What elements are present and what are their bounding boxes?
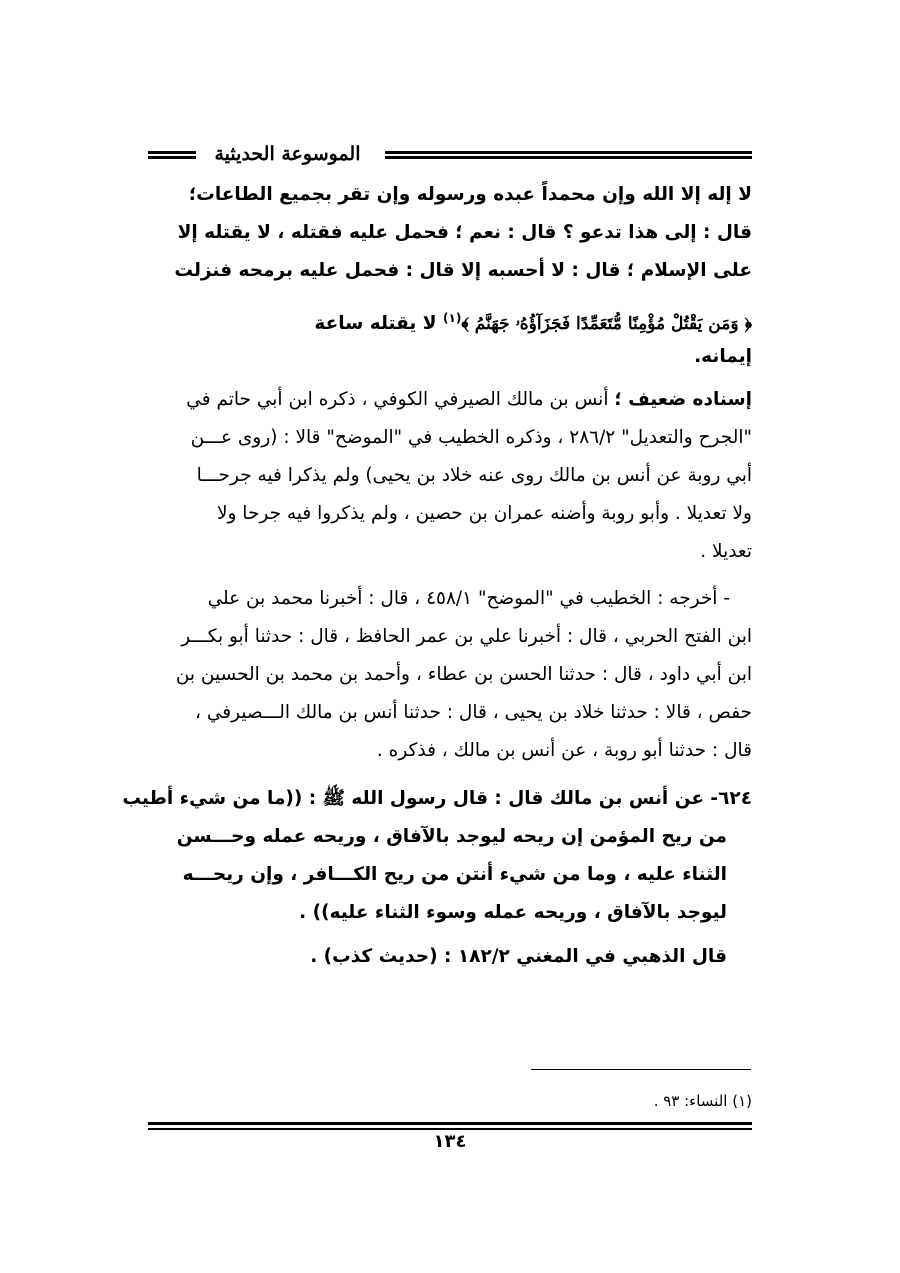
commentary-p2-line-3: ابن أبي داود ، قال : حدثنا الحسن بن عطاء ، وأحمد بن محمد بن الحسين بن: [175, 664, 752, 685]
hadith-623-line-4: [147, 301, 752, 341]
commentary-p1-line-4: ولا تعديلا . وأبو روبة وأضنه عمران بن حصين ، ولم يذكروا فيه جرحا ولا: [216, 503, 752, 524]
hadith-624-line-3: [147, 858, 752, 892]
isnad-grade: إسناده ضعيف ؛: [614, 389, 752, 410]
hadith-623-line-2: قال : إلى هذا تدعو ؟ قال : نعم ؛ فحمل عليه فقتله ، لا يقتله إلا: [177, 222, 752, 243]
commentary-p1-line-3: أبي روبة عن أنس بن مالك روى عنه خلاد بن يحيى) ولم يذكرا فيه جرحـــا: [196, 465, 752, 486]
hadith-624-line-2-text: من ريح المؤمن إن ريحه ليوجد بالآفاق ، وريحه عمله وحـــسن: [176, 826, 727, 847]
commentary-p1-line-1-text: أنس بن مالك الصيرفي الكوفي ، ذكره ابن أبي حاتم في: [186, 389, 609, 410]
hadith-624-line-4-text: ليوجد بالآفاق ، وريحه عمله وسوء الثناء عليه)) .: [299, 902, 727, 923]
hadith-624-line-1: ٦٢٤- عن أنس بن مالك قال : قال رسول الله ﷺ : ((ما من شيء أطيب: [122, 788, 752, 809]
commentary-p2-line-4: حفص ، قالا : حدثنا خلاد بن يحيى ، قال : حدثنا أنس بن مالك الـــصيرفي ،: [195, 702, 752, 723]
header-rule-left-bottom: [148, 156, 196, 159]
commentary-p2-line-1: - أخرجه : الخطيب في "الموضح" ٤٥٨/١ ، قال : أخبرنا محمد بن علي: [207, 588, 730, 609]
header-rule-right-top: [385, 151, 752, 154]
hadith-624-line-2: [176, 820, 752, 854]
footnote-separator: [531, 1069, 751, 1070]
running-header-title: الموسوعة الحديثية: [214, 143, 361, 165]
footer-rule-thick: [148, 1122, 752, 1125]
dhahabi-verdict: قال الذهبي في المغني ١٨٢/٢ : (حديث كذب) .: [310, 946, 727, 967]
hadith-623-line-4-rest: لا يقتله ساعة: [314, 313, 437, 335]
hadith-623-line-1: لا إله إلا الله وإن محمداً عبده ورسوله وإن تقر بجميع الطاعات؛: [188, 184, 752, 205]
footnote-1: (١) النساء: ٩٣ .: [653, 1092, 752, 1110]
hadith-623-line-5: إيمانه.: [694, 346, 752, 367]
hadith-624-line-3-text: الثناء عليه ، وما من شيء أنتن من ريح الكـــافر ، وإن ريحـــه: [182, 864, 727, 885]
commentary-p1-line-1: [147, 383, 752, 417]
header-rule-right-bottom: [385, 156, 752, 159]
footnote-ref: (١): [443, 311, 462, 325]
commentary-p1-line-5: تعديلا .: [700, 541, 752, 562]
hadith-623-line-3: على الإسلام ؛ قال : لا أحسبه إلا قال : فحمل عليه برمحه فنزلت: [174, 260, 752, 281]
page-number: ١٣٤: [433, 1131, 467, 1152]
commentary-p2-line-2: ابن الفتح الحربي ، قال : أخبرنا علي بن عمر الحافظ ، قال : حدثنا أبو بكـــر: [181, 626, 752, 647]
commentary-p2-line-5: قال : حدثنا أبو روبة ، عن أنس بن مالك ، فذكره .: [376, 740, 752, 761]
commentary-p1-line-2: "الجرح والتعديل" ٢٨٦/٢ ، وذكره الخطيب في "الموضح" قالا : (روى عـــن: [190, 427, 752, 448]
quran-verse: ﴿ وَمَن يَقْتُلْ مُؤْمِنًا مُّتَعَمِّدًا فَجَزَآؤُهُۥ جَهَنَّمُ ﴾: [461, 314, 752, 335]
footer-rule-thin: [148, 1128, 752, 1130]
header-rule-left-top: [148, 151, 196, 154]
hadith-624-line-5: [147, 940, 752, 974]
hadith-624-line-4: [147, 896, 752, 930]
